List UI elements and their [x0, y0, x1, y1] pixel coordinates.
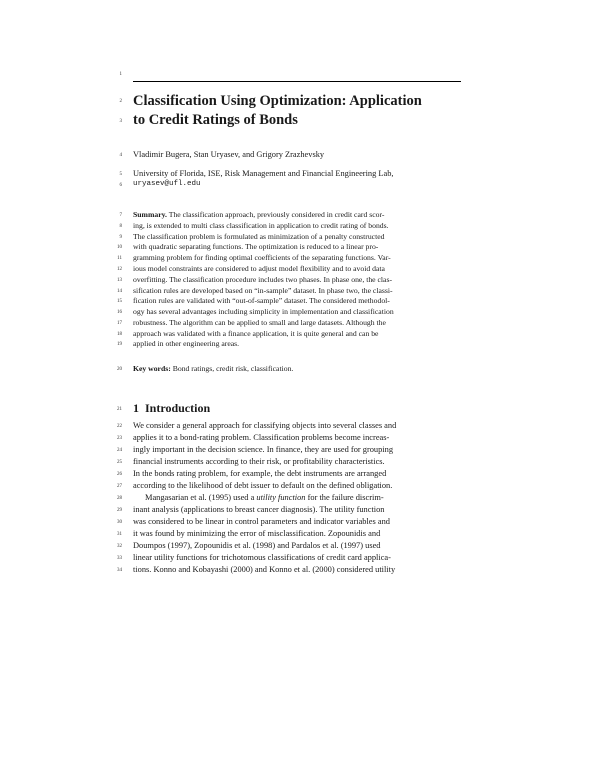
- body-line: financial instruments according to their risk, or profitability characteristics.: [133, 457, 385, 466]
- paper-title-line-1: Classification Using Optimization: Application: [133, 93, 422, 109]
- keywords-label: Key words:: [133, 364, 171, 373]
- line-number: 26: [117, 472, 122, 477]
- line-number: 7: [119, 213, 122, 218]
- line-number: 21: [117, 407, 122, 412]
- summary-line: fication rules are validated with “out-of-sample” dataset. The considered methodol-: [133, 296, 390, 305]
- line-number: 3: [119, 119, 122, 124]
- summary-line: The classification problem is formulated as minimization of a penalty constructed: [133, 232, 385, 241]
- summary-text: The classification approach, previously considered in credit card scor-: [168, 210, 385, 219]
- affiliation: University of Florida, ISE, Risk Management and Financial Engineering Lab,: [133, 169, 394, 178]
- body-line: We consider a general approach for classifying objects into several classes and: [133, 421, 397, 430]
- body-line: linear utility functions for trichotomous classifications of credit card applica-: [133, 553, 391, 562]
- body-line: Doumpos (1997), Zopounidis et al. (1998) and Pardalos et al. (1997) used: [133, 541, 381, 550]
- line-number: 29: [117, 508, 122, 513]
- header-rule: [133, 81, 461, 82]
- body-text: Mangasarian et al. (1995) used a: [145, 493, 257, 502]
- summary-line: robustness. The algorithm can be applied to small and large datasets. Although the: [133, 318, 386, 327]
- summary-line: applied in other engineering areas.: [133, 339, 240, 348]
- line-number: 23: [117, 436, 122, 441]
- line-number: 32: [117, 544, 122, 549]
- line-number: 4: [119, 153, 122, 158]
- line-number: 14: [117, 289, 122, 294]
- summary-line: ious model constraints are considered to adjust model flexibility and to avoid data: [133, 264, 385, 273]
- line-number: 22: [117, 424, 122, 429]
- line-number: 31: [117, 532, 122, 537]
- line-number: 25: [117, 460, 122, 465]
- line-number: 17: [117, 321, 122, 326]
- body-line: ingly important in the decision science. In finance, they are used for grouping: [133, 445, 394, 454]
- body-text: for the failure discrim-: [305, 493, 384, 502]
- line-number: 9: [119, 235, 122, 240]
- line-number: 13: [117, 278, 122, 283]
- authors: Vladimir Bugera, Stan Uryasev, and Grigory Zrazhevsky: [133, 150, 325, 159]
- line-number: 27: [117, 484, 122, 489]
- body-line: it was found by minimizing the error of misclassification. Zopounidis and: [133, 529, 381, 538]
- line-number: 2: [119, 99, 122, 104]
- body-line: was considered to be linear in control parameters and indicator variables and: [133, 517, 390, 526]
- line-number: 8: [119, 224, 122, 229]
- summary-line: overfitting. The classification procedure includes two phases. In phase one, the clas-: [133, 275, 393, 284]
- line-number: 34: [117, 568, 122, 573]
- body-line: according to the likelihood of debt issuer to default on the defined obligation.: [133, 481, 393, 490]
- summary-line: sification rules are developed based on “in-sample” dataset. In phase two, the classi-: [133, 286, 393, 295]
- line-number: 30: [117, 520, 122, 525]
- body-line: applies it to a bond-rating problem. Classification problems become increas-: [133, 433, 390, 442]
- summary-line: approach was validated with a finance application, it is quite general and can be: [133, 329, 379, 338]
- body-line: [145, 493, 384, 502]
- body-line: tions. Konno and Kobayashi (2000) and Konno et al. (2000) considered utility: [133, 565, 396, 574]
- paper-title-line-2: to Credit Ratings of Bonds: [133, 112, 298, 128]
- author-email: uryasev@ufl.edu: [133, 180, 201, 188]
- line-number: 19: [117, 342, 122, 347]
- line-number: 20: [117, 367, 122, 372]
- body-line: In the bonds rating problem, for example, the debt instruments are arranged: [133, 469, 387, 478]
- line-number: 24: [117, 448, 122, 453]
- line-number: 18: [117, 332, 122, 337]
- summary-line: with quadratic separating functions. The optimization is reduced to a linear pro-: [133, 242, 379, 251]
- line-number: 28: [117, 496, 122, 501]
- line-number: 16: [117, 310, 122, 315]
- body-line: inant analysis (applications to breast cancer diagnosis). The utility function: [133, 505, 385, 514]
- line-number: 10: [117, 245, 122, 250]
- summary-line: [133, 210, 384, 219]
- section-number: 1: [133, 401, 139, 415]
- line-number: 33: [117, 556, 122, 561]
- keywords: [133, 364, 293, 373]
- summary-line: gramming problem for finding optimal coefficients of the separating functions. Var-: [133, 253, 391, 262]
- line-number: 6: [119, 183, 122, 188]
- line-number: 1: [119, 72, 122, 77]
- line-number: 12: [117, 267, 122, 272]
- keywords-text: Bond ratings, credit risk, classification.: [172, 364, 294, 373]
- body-emphasis: utility function: [256, 493, 306, 502]
- summary-line: ogy has several advantages including simplicity in implementation and classification: [133, 307, 394, 316]
- summary-line: ing, is extended to multi class classification in application to credit rating of bonds.: [133, 221, 389, 230]
- summary-label: Summary.: [133, 210, 167, 219]
- line-number: 5: [119, 172, 122, 177]
- section-heading: [133, 401, 210, 416]
- line-number: 11: [117, 256, 122, 261]
- line-number: 15: [117, 299, 122, 304]
- section-title: Introduction: [145, 401, 211, 415]
